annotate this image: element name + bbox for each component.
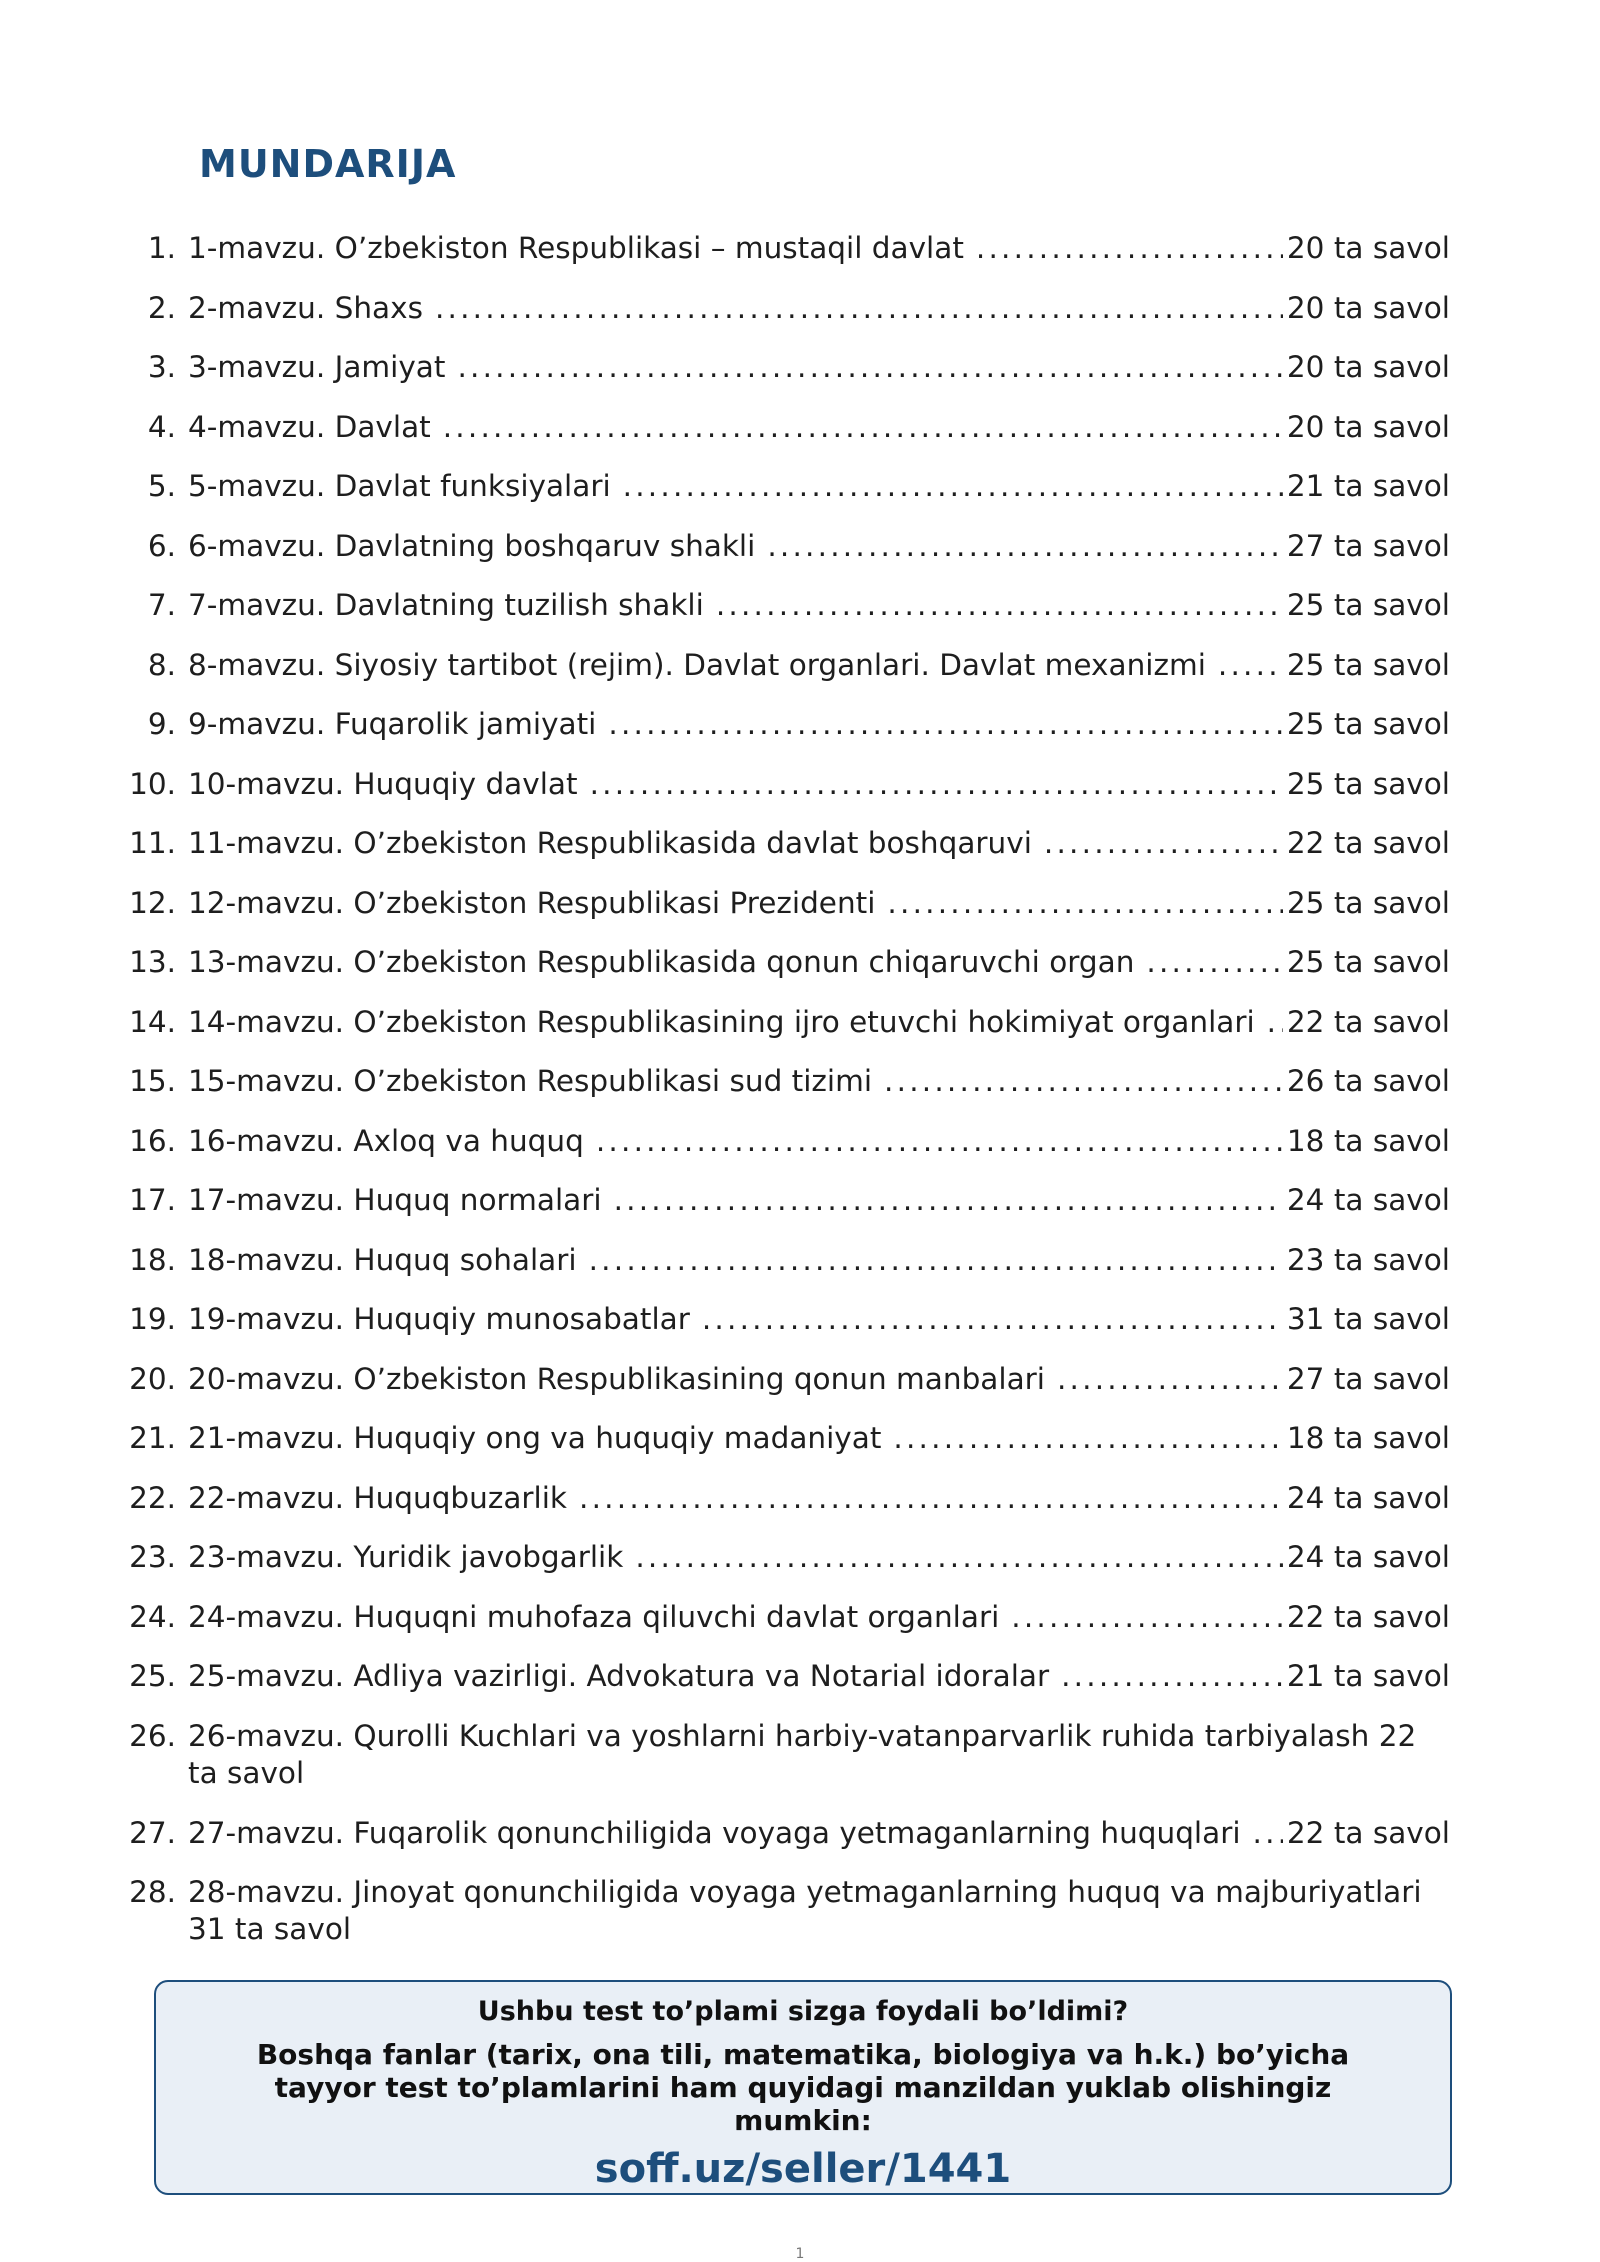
toc-number: 17. [129, 1183, 176, 1217]
toc-title: 5-mavzu. Davlat funksiyalari [188, 469, 611, 503]
toc-number: 20. [129, 1361, 176, 1396]
toc-number: 10. [129, 766, 176, 801]
toc-leader-dots [887, 885, 1282, 922]
toc-number: 12. [129, 885, 176, 920]
page-number: 1 [795, 2246, 805, 2262]
toc-question-count: 27 ta savol [1286, 1361, 1450, 1396]
page-title: MUNDARIJA [199, 142, 457, 186]
toc-title: 9-mavzu. Fuqarolik jamiyati [188, 707, 597, 741]
toc-leader-dots [976, 230, 1283, 267]
toc-leader-dots [1044, 825, 1283, 862]
toc-item [120, 1182, 1450, 1242]
toc-question-count: 22 ta savol [1286, 1599, 1450, 1634]
toc-leader-dots [589, 1242, 1283, 1279]
toc-item [120, 1599, 1450, 1659]
toc-leader-dots [608, 706, 1283, 743]
toc-question-count: 31 ta savol [188, 1912, 352, 1946]
toc-question-count: 23 ta savol [1286, 1242, 1450, 1277]
toc-question-count: 24 ta savol [1286, 1480, 1450, 1515]
toc-number: 23. [129, 1540, 176, 1574]
toc-item [120, 766, 1450, 826]
toc-question-count: 21 ta savol [1286, 469, 1450, 503]
toc-leader-dots [614, 1182, 1283, 1219]
toc-question-count: 25 ta savol [1286, 707, 1450, 741]
toc-number: 5. [147, 469, 176, 503]
promo-link[interactable]: soff.uz/seller/1441 [594, 2146, 1012, 2192]
toc-number: 28. [129, 1875, 176, 1909]
promo-text: Boshqa fanlar (tarix, ona tili, matematika, biologiya va h.k.) bo’yicha tayyor test to’plamlarini ham quyidagi manzildan yuklab olishingiz mumkin: [256, 2038, 1350, 2137]
toc-leader-dots [579, 1480, 1283, 1517]
toc-title: 1-mavzu. O’zbekiston Respublikasi – mustaqil davlat [188, 231, 964, 265]
toc-item [120, 944, 1450, 1004]
toc-title: 7-mavzu. Davlatning tuzilish shakli [188, 588, 704, 622]
toc-question-count: 20 ta savol [1286, 231, 1450, 265]
toc-leader-dots [457, 349, 1282, 386]
toc-question-count: 22 ta savol [1286, 1004, 1450, 1039]
toc-leader-dots [1061, 1658, 1283, 1695]
toc-title: 2-mavzu. Shaxs [188, 290, 423, 325]
toc-title: 25-mavzu. Adliya vazirligi. Advokatura va Notarial idoralar [188, 1659, 1050, 1693]
toc-question-count: 25 ta savol [1286, 766, 1450, 801]
toc-number: 19. [129, 1302, 176, 1336]
toc-question-count: 25 ta savol [1286, 588, 1450, 622]
toc-title: 16-mavzu. Axloq va huquq [188, 1123, 584, 1158]
toc-item [120, 1539, 1450, 1599]
table-of-contents [120, 230, 1450, 1971]
toc-item [120, 1004, 1450, 1064]
toc-leader-dots [623, 468, 1283, 505]
toc-item [120, 1718, 1450, 1815]
toc-item [120, 349, 1450, 409]
promo-question: Ushbu test to’plami sizga foydali bo’ldimi? [477, 1996, 1129, 2027]
toc-question-count: 18 ta savol [1286, 1123, 1450, 1158]
toc-title: 6-mavzu. Davlatning boshqaruv shakli [188, 528, 756, 563]
toc-number: 8. [147, 647, 176, 682]
toc-question-count: 22 ta savol [1286, 826, 1450, 860]
toc-title: 10-mavzu. Huquqiy davlat [188, 766, 578, 801]
toc-leader-dots [1146, 944, 1283, 981]
toc-item [120, 409, 1450, 469]
toc-item [120, 587, 1450, 647]
toc-title: 21-mavzu. Huquqiy ong va huquqiy madaniyat [188, 1421, 882, 1455]
toc-item [120, 706, 1450, 766]
toc-item [120, 1242, 1450, 1302]
promo-box [154, 1980, 1452, 2195]
toc-leader-dots [767, 528, 1283, 565]
toc-item [120, 290, 1450, 350]
toc-title: 17-mavzu. Huquq normalari [188, 1183, 602, 1217]
toc-title: 3-mavzu. Jamiyat [188, 350, 446, 384]
toc-item [120, 647, 1450, 707]
toc-number: 14. [129, 1004, 176, 1039]
toc-title: 22-mavzu. Huquqbuzarlik [188, 1480, 568, 1515]
toc-item [120, 885, 1450, 945]
toc-item [120, 468, 1450, 528]
toc-title: 18-mavzu. Huquq sohalari [188, 1242, 577, 1277]
toc-title: 26-mavzu. Qurolli Kuchlari va yoshlarni harbiy-vatanparvarlik ruhida tarbiyalash [188, 1718, 1370, 1753]
toc-title: 15-mavzu. O’zbekiston Respublikasi sud tizimi [188, 1064, 873, 1098]
toc-leader-dots [893, 1420, 1283, 1457]
toc-item [120, 1361, 1450, 1421]
toc-leader-dots [1057, 1361, 1283, 1398]
toc-number: 7. [147, 588, 176, 622]
toc-number: 27. [129, 1815, 176, 1850]
toc-question-count: 26 ta savol [1286, 1064, 1450, 1098]
toc-item [120, 528, 1450, 588]
toc-title: 19-mavzu. Huquqiy munosabatlar [188, 1302, 690, 1336]
toc-question-count: 25 ta savol [1286, 945, 1450, 979]
toc-question-count: 25 ta savol [1286, 647, 1450, 682]
toc-number: 24. [129, 1599, 176, 1634]
toc-leader-dots [1267, 1004, 1283, 1041]
toc-question-count: 24 ta savol [1286, 1540, 1450, 1574]
toc-question-count: 20 ta savol [1286, 409, 1450, 444]
toc-number: 15. [129, 1064, 176, 1098]
toc-title: 24-mavzu. Huquqni muhofaza qiluvchi davlat organlari [188, 1599, 1000, 1634]
toc-leader-dots [596, 1123, 1283, 1160]
toc-item [120, 1123, 1450, 1183]
toc-leader-dots [590, 766, 1283, 803]
toc-item [120, 1420, 1450, 1480]
toc-number: 9. [147, 707, 176, 741]
toc-item [120, 825, 1450, 885]
toc-item [120, 1063, 1450, 1123]
toc-number: 22. [129, 1480, 176, 1515]
toc-leader-dots [702, 1301, 1283, 1338]
toc-number: 26. [129, 1718, 176, 1753]
toc-item [120, 1815, 1450, 1875]
toc-item [120, 1874, 1450, 1971]
toc-number: 13. [129, 945, 176, 979]
toc-title: 13-mavzu. O’zbekiston Respublikasida qonun chiqaruvchi organ [188, 945, 1135, 979]
toc-leader-dots [1218, 647, 1283, 684]
toc-item [120, 230, 1450, 290]
toc-question-count: 21 ta savol [1286, 1659, 1450, 1693]
toc-question-count: 20 ta savol [1286, 350, 1450, 384]
toc-question-count: 24 ta savol [1286, 1183, 1450, 1217]
toc-title: 4-mavzu. Davlat [188, 409, 431, 444]
toc-title: 27-mavzu. Fuqarolik qonunchiligida voyaga yetmaganlarning huquqlari [188, 1815, 1241, 1850]
toc-number: 25. [129, 1659, 176, 1693]
toc-leader-dots [884, 1063, 1283, 1100]
toc-leader-dots [435, 290, 1283, 327]
toc-item [120, 1480, 1450, 1540]
toc-number: 1. [147, 231, 176, 265]
toc-number: 18. [129, 1242, 176, 1277]
toc-title: 8-mavzu. Siyosiy tartibot (rejim). Davlat organlari. Davlat mexanizmi [188, 647, 1206, 682]
toc-question-count: 22 ta savol [1286, 1815, 1450, 1850]
toc-title: 14-mavzu. O’zbekiston Respublikasining ijro etuvchi hokimiyat organlari [188, 1004, 1255, 1039]
toc-title: 23-mavzu. Yuridik javobgarlik [188, 1540, 624, 1574]
toc-question-count: 31 ta savol [1286, 1302, 1450, 1336]
toc-leader-dots [1011, 1599, 1283, 1636]
toc-question-count: 20 ta savol [1286, 290, 1450, 325]
toc-title: 11-mavzu. O’zbekiston Respublikasida davlat boshqaruvi [188, 826, 1032, 860]
toc-title: 28-mavzu. Jinoyat qonunchiligida voyaga yetmaganlarning huquq va majburiyatlari [188, 1875, 1422, 1909]
toc-title: 12-mavzu. O’zbekiston Respublikasi Prezidenti [188, 885, 876, 920]
toc-question-count: 22 ta savol [188, 1718, 1417, 1790]
toc-leader-dots [1253, 1815, 1283, 1852]
toc-title: 20-mavzu. O’zbekiston Respublikasining qonun manbalari [188, 1361, 1045, 1396]
toc-leader-dots [443, 409, 1283, 446]
toc-leader-dots [635, 1539, 1283, 1576]
toc-item [120, 1658, 1450, 1718]
toc-number: 4. [147, 409, 176, 444]
toc-question-count: 18 ta savol [1286, 1421, 1450, 1455]
toc-question-count: 25 ta savol [1286, 885, 1450, 920]
toc-number: 11. [129, 826, 176, 860]
toc-number: 2. [147, 290, 176, 325]
toc-number: 3. [147, 350, 176, 384]
toc-number: 6. [147, 528, 176, 563]
toc-item [120, 1301, 1450, 1361]
toc-number: 21. [129, 1421, 176, 1455]
toc-leader-dots [716, 587, 1283, 624]
toc-question-count: 27 ta savol [1286, 528, 1450, 563]
toc-number: 16. [129, 1123, 176, 1158]
